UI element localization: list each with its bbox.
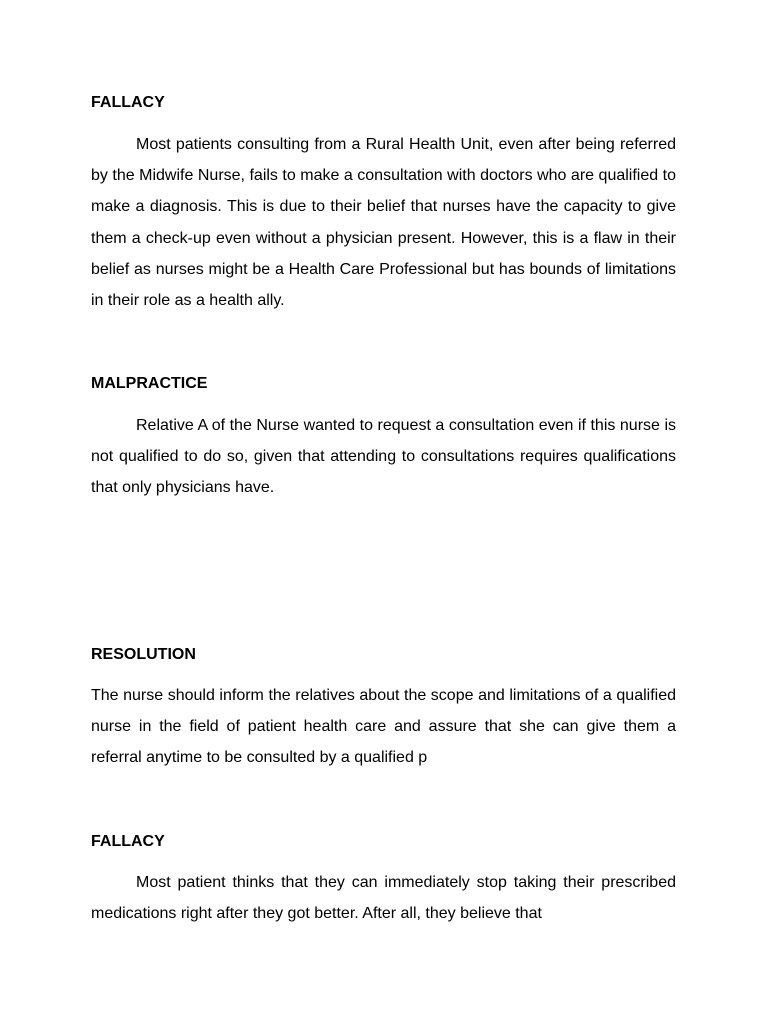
section-paragraph-fallacy: Most patients consulting from a Rural Health Unit, even after being referred by the Midwife Nurse, fails to make a consultation with doctors who are qualified to make a diagnosis. This is due to their belief that nurses have the capacity to give them a check-up even without a physician present. However, this is a flaw in their belief as nurses might be a Health Care Professional but has bounds of limitations in their role as a health ally.	[91, 136, 676, 310]
section-paragraph-resolution: The nurse should inform the relatives about the scope and limitations of a qualified nurse in the field of patient health care and assure that she can give them a referral anytime to be consulted by a qualified p	[91, 687, 676, 767]
section-paragraph-fallacy-2: Most patient thinks that they can immediately stop taking their prescribed medications right after they got better. After all, they believe that	[91, 874, 676, 923]
section-paragraph-malpractice: Relative A of the Nurse wanted to request a consultation even if this nurse is not qualified to do so, given that attending to consultations requires qualifications that only physicians have.	[91, 417, 676, 497]
section-heading-resolution: RESOLUTION	[91, 646, 196, 663]
section-heading-malpractice: MALPRACTICE	[91, 375, 208, 392]
section-heading-fallacy-2: FALLACY	[91, 833, 165, 850]
section-heading-fallacy: FALLACY	[91, 94, 165, 111]
